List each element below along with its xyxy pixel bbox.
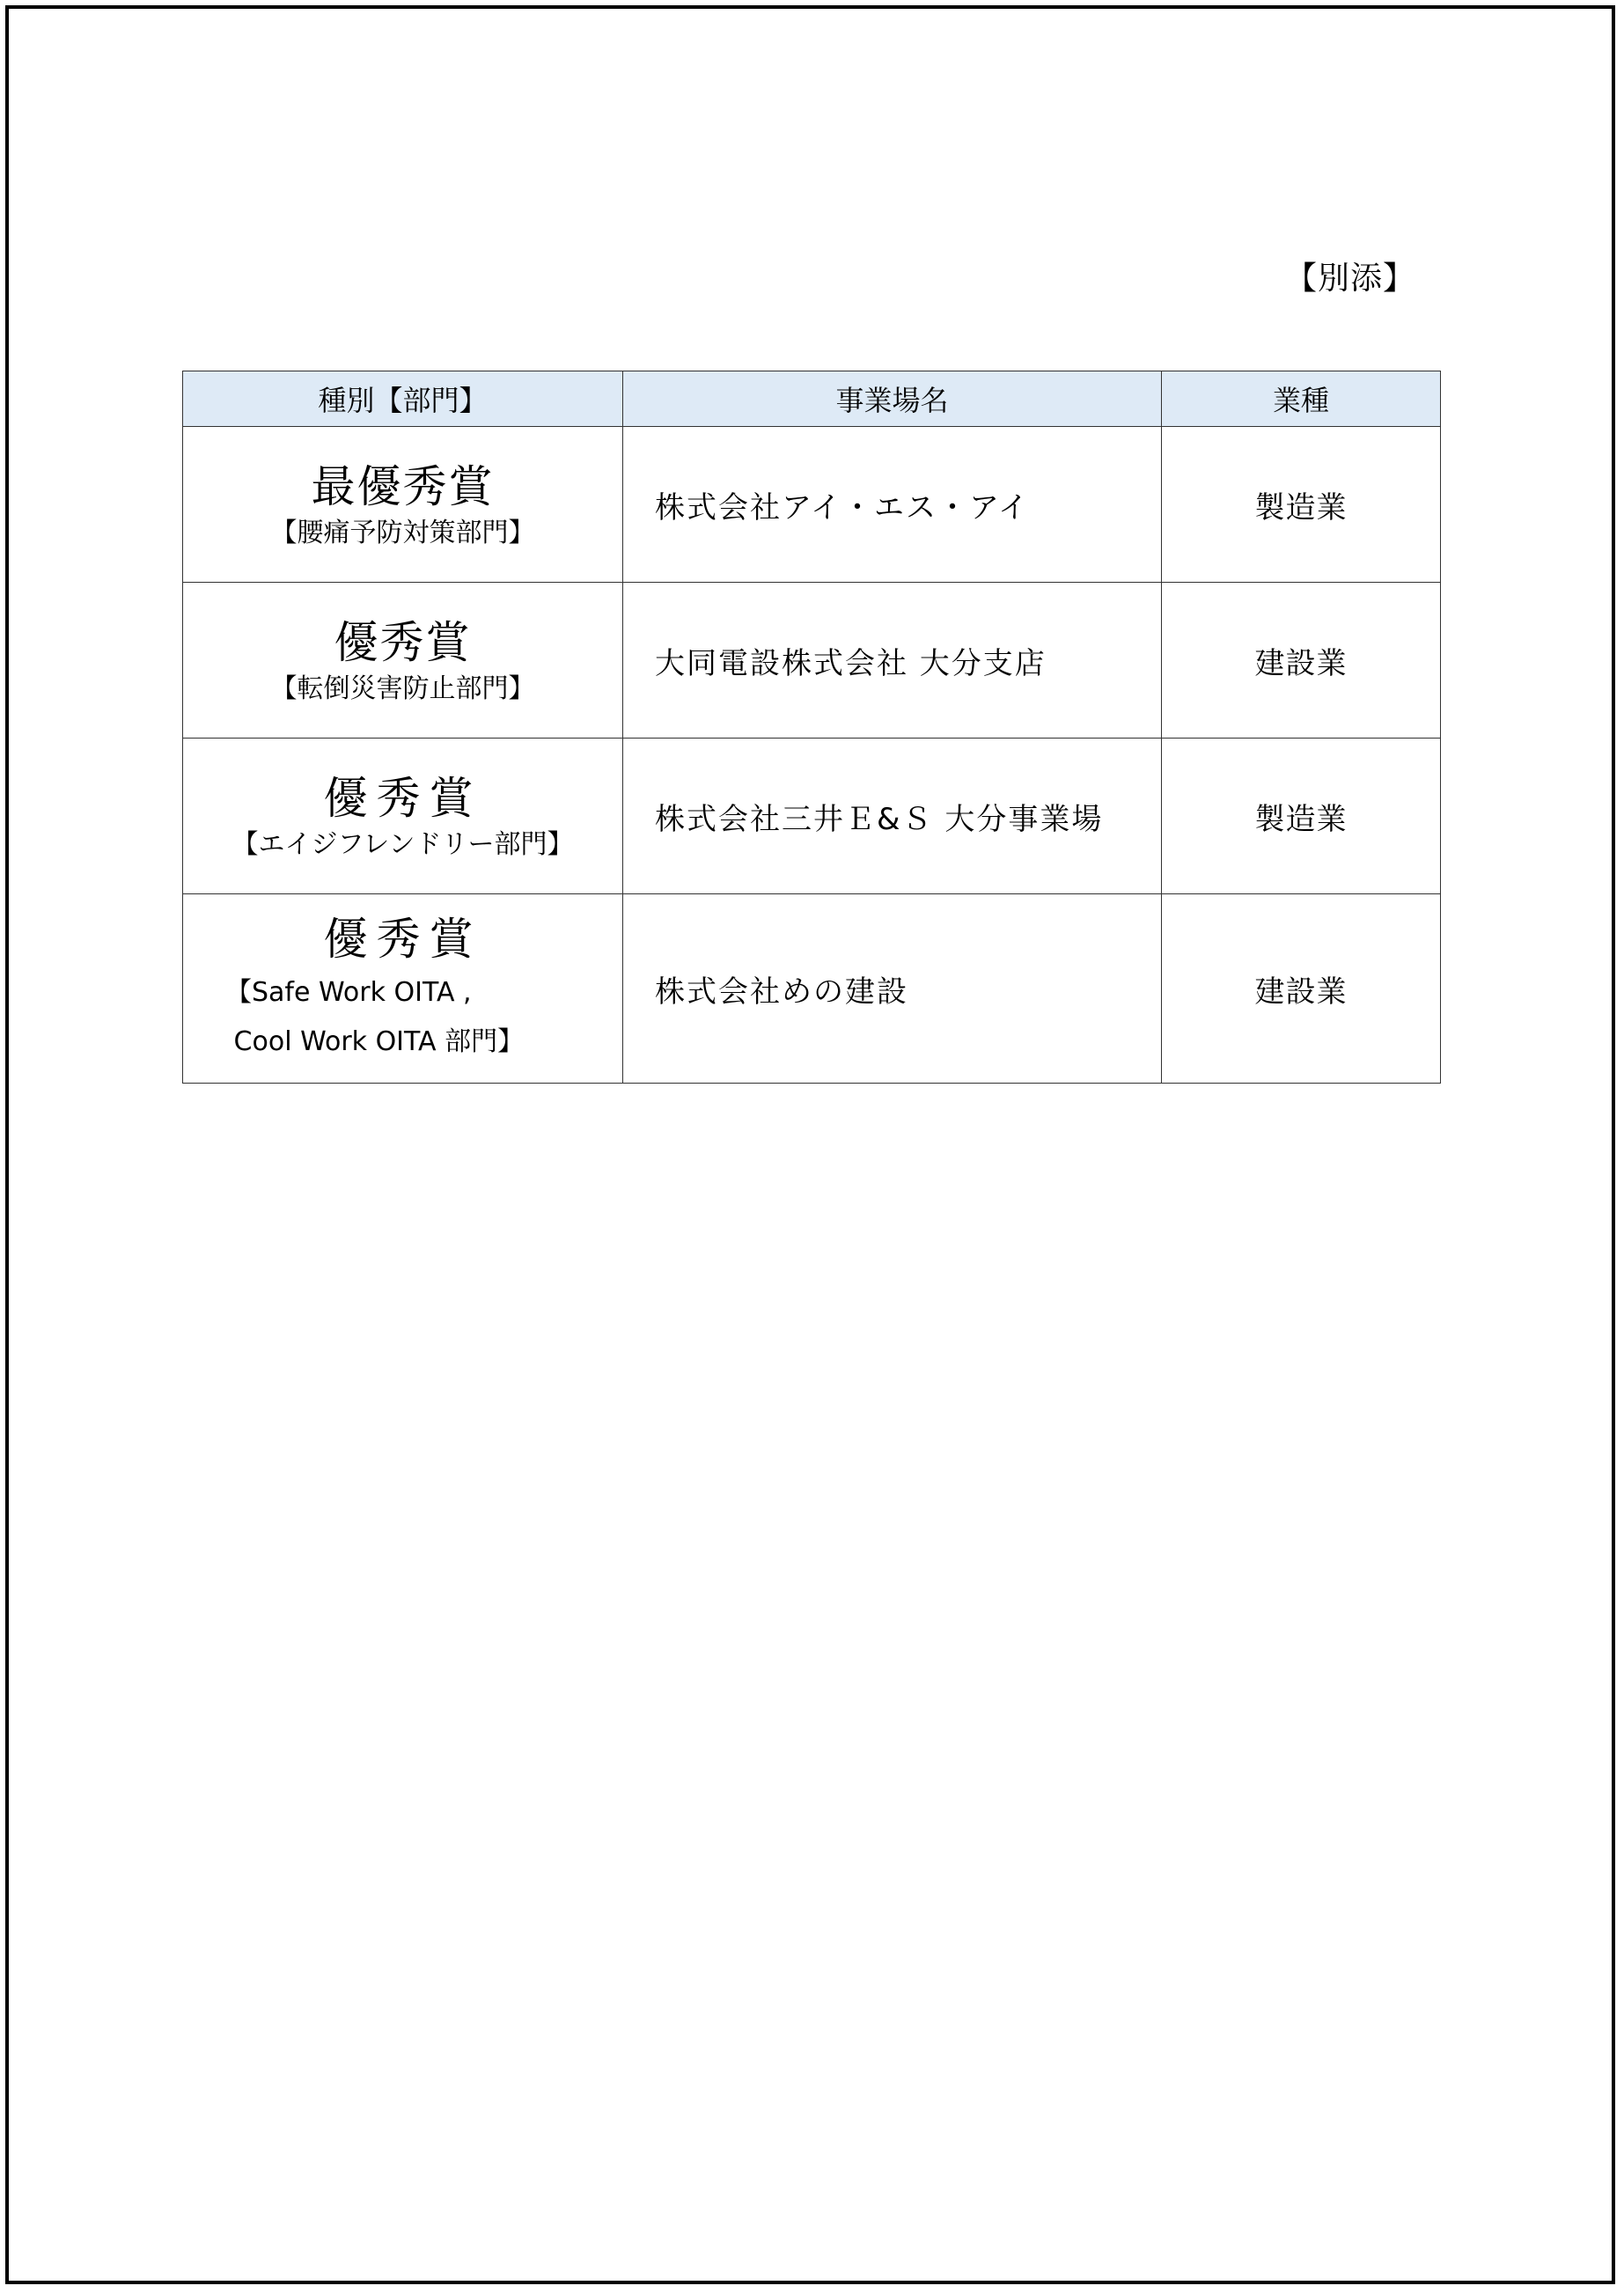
industry: 建設業 bbox=[1162, 894, 1441, 1084]
award-name: 最優秀賞 bbox=[311, 461, 495, 512]
award-name: 優秀賞 bbox=[334, 617, 472, 668]
division-name: 【エイジフレンドリー部門】 bbox=[231, 829, 574, 860]
table-header-row bbox=[183, 371, 1441, 427]
division-name-line1: 【Safe Work OITA , bbox=[225, 977, 472, 1008]
header-business-site-name: 事業場名 bbox=[623, 371, 1162, 427]
company-name: 大同電設株式会社 大分支店 bbox=[623, 583, 1162, 739]
company-name: 株式会社めの建設 bbox=[623, 894, 1162, 1084]
industry: 製造業 bbox=[1162, 427, 1441, 583]
header-industry: 業種 bbox=[1162, 371, 1441, 427]
award-cell bbox=[183, 894, 623, 1084]
division-name: 【腰痛予防対策部門】 bbox=[270, 518, 535, 548]
company-name: 株式会社三井Ｅ&Ｓ 大分事業場 bbox=[623, 739, 1162, 894]
industry: 建設業 bbox=[1162, 583, 1441, 739]
award-cell bbox=[183, 427, 623, 583]
table-row bbox=[183, 583, 1441, 739]
award-cell bbox=[183, 583, 623, 739]
attachment-label: 【別添】 bbox=[1285, 261, 1416, 297]
award-cell bbox=[183, 739, 623, 894]
table-row bbox=[183, 894, 1441, 1084]
table-row bbox=[183, 739, 1441, 894]
page-border bbox=[5, 5, 1615, 2284]
award-name: 優秀賞 bbox=[323, 773, 482, 824]
division-name: 【転倒災害防止部門】 bbox=[270, 673, 535, 704]
award-table bbox=[182, 371, 1441, 1084]
table-row bbox=[183, 427, 1441, 583]
industry: 製造業 bbox=[1162, 739, 1441, 894]
award-name: 優秀賞 bbox=[323, 914, 482, 965]
company-name: 株式会社アイ・エス・アイ bbox=[623, 427, 1162, 583]
division-name-line2: Cool Work OITA 部門】 bbox=[225, 1026, 525, 1057]
header-category-division: 種別【部門】 bbox=[183, 371, 623, 427]
